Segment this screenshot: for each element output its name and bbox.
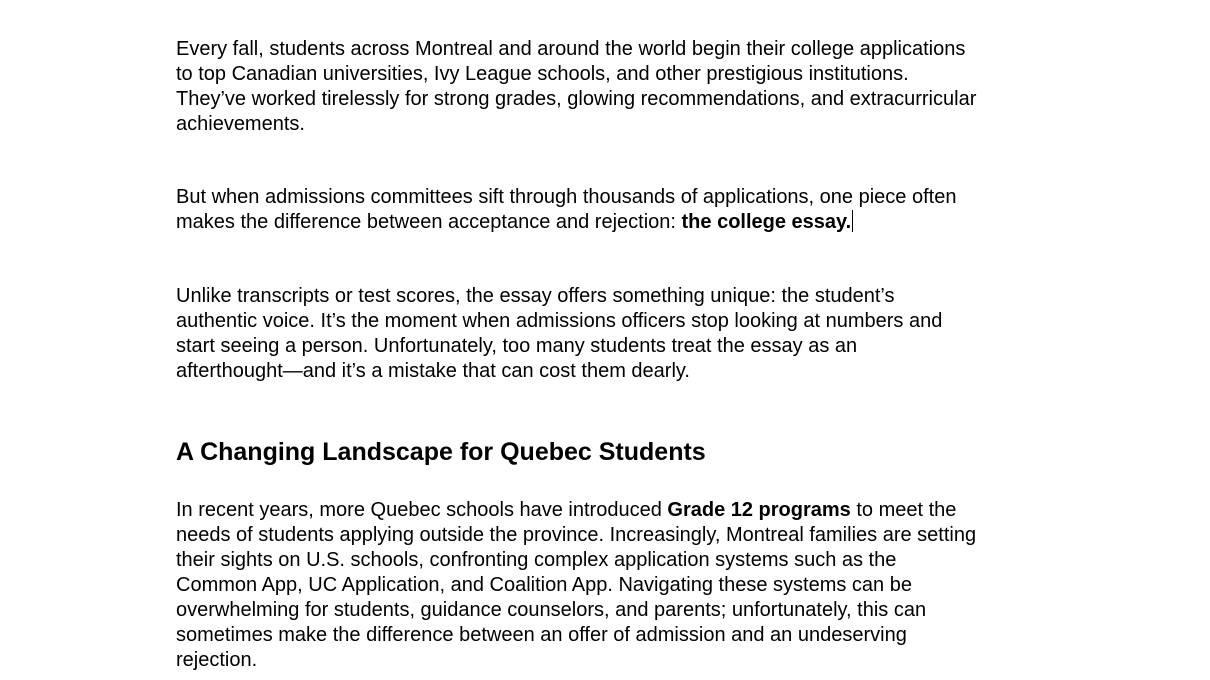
bold-text: Grade 12 programs [667, 499, 851, 521]
text-line: their sights on U.S. schools, confronting complex application systems such as the [176, 549, 897, 571]
text-line: In recent years, more Quebec schools have introduced [176, 499, 668, 521]
text-line: authentic voice. It’s the moment when admissions officers stop looking at numbers and [176, 310, 943, 332]
text-line: start seeing a person. Unfortunately, too many students treat the essay as an [176, 335, 858, 357]
paragraph-voice [176, 284, 1056, 384]
text-line: overwhelming for students, guidance counselors, and parents; unfortunately, this can [176, 599, 927, 621]
text-line: to top Canadian universities, Ivy League schools, and other prestigious institutions. [176, 63, 909, 85]
paragraph-essay [176, 185, 1056, 235]
bold-text: the college essay. [681, 211, 852, 233]
text-line: to meet the [850, 499, 957, 521]
text-cursor [852, 210, 853, 232]
text-line: achievements. [176, 113, 305, 135]
text-line: Unlike transcripts or test scores, the essay offers something unique: the student’s [176, 285, 895, 307]
paragraph-quebec [176, 498, 1056, 673]
text-line: makes the difference between acceptance and rejection: [176, 211, 682, 233]
text-line: rejection. [176, 649, 258, 671]
paragraph-intro [176, 37, 1056, 137]
text-line: Common App, UC Application, and Coalition App. Navigating these systems can be [176, 574, 912, 596]
text-line: afterthought—and it’s a mistake that can cost them dearly. [176, 360, 690, 382]
section-heading: A Changing Landscape for Quebec Students [176, 438, 706, 466]
document-body[interactable] [176, 37, 1056, 673]
text-line: But when admissions committees sift through thousands of applications, one piece often [176, 186, 957, 208]
text-line: Every fall, students across Montreal and around the world begin their college applications [176, 38, 966, 60]
text-line: They’ve worked tirelessly for strong grades, glowing recommendations, and extracurricular [176, 88, 977, 110]
text-line: sometimes make the difference between an offer of admission and an undeserving [176, 624, 907, 646]
text-line: needs of students applying outside the province. Increasingly, Montreal families are setting [176, 524, 977, 546]
